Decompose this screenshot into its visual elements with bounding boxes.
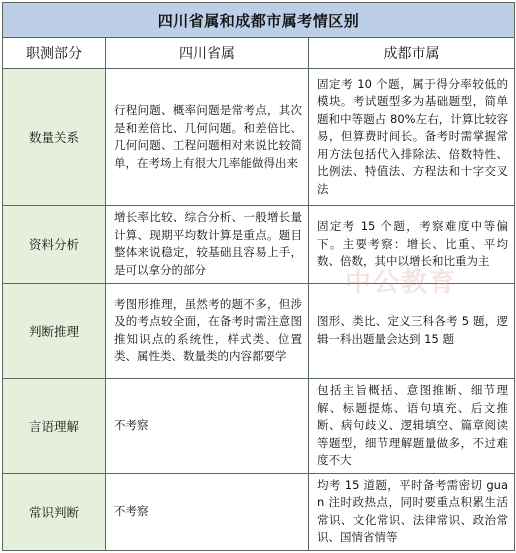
table-row [3, 473, 515, 550]
row-chengdu-text: 图形、类比、定义三科各考 5 题，逻辑一科出题量会达到 15 题 [309, 283, 515, 378]
row-sichuan-text: 不考察 [106, 378, 309, 473]
table-row [3, 283, 515, 378]
table-row [3, 69, 515, 206]
row-category: 判断推理 [3, 283, 106, 378]
column-header-chengdu: 成都市属 [309, 38, 515, 69]
table-row [3, 206, 515, 283]
table-row [3, 378, 515, 473]
row-chengdu-text: 均考 15 道题，平时备考需密切 guan 注时政热点，同时要重点积累生活常识、文化常识、法律常识、政治常识、国情省情等 [309, 473, 515, 550]
row-category: 数量关系 [3, 69, 106, 206]
row-sichuan-text: 不考察 [106, 473, 309, 550]
row-sichuan-text: 行程问题、概率问题是常考点，其次是和差倍比、几何问题。和差倍比、几何问题、工程问题相对来说比较简单，在考场上有很大几率能做得出来 [106, 69, 309, 206]
row-sichuan-text: 考图形推理，虽然考的题不多，但涉及的考点较全面，在备考时需注意图推知识点的系统性，样式类、位置类、属性类、数量类的内容都要学 [106, 283, 309, 378]
table-title: 四川省属和成都市属考情区别 [3, 3, 515, 38]
row-chengdu-text: 包括主旨概括、意图推断、细节理解、标题提炼、语句填充、后文推断、病句歧义、逻辑填空、篇章阅读等题型，细节理解题量做多，不过难度不大 [309, 378, 515, 473]
comparison-table [2, 2, 515, 551]
header-row [3, 38, 515, 69]
row-category: 常识判断 [3, 473, 106, 550]
column-header-sichuan: 四川省属 [106, 38, 309, 69]
watermark-text: 中公教育 [345, 268, 458, 298]
row-sichuan-text: 增长率比较、综合分析、一般增长量计算、现期平均数计算是重点。题目整体来说稳定，较基础且容易上手，是可以拿分的部分 [106, 206, 309, 283]
column-header-section: 职测部分 [3, 38, 106, 69]
title-row [3, 3, 515, 38]
row-category: 言语理解 [3, 378, 106, 473]
row-chengdu-text: 固定考 10 个题，属于得分率较低的模块。考试题型多为基础题型，简单题和中等题占 80%左右，计算比较容易，但算费时间长。备考时需掌握常用方法包括代入排除法、倍数特性、比例法、特值法、方程法和十字交叉法 [309, 69, 515, 206]
row-category: 资料分析 [3, 206, 106, 283]
row-chengdu-text: 固定考 15 个题，考察难度中等偏下。主要考察：增长、比重、平均数、倍数，其中以增长和比重为主 [309, 206, 515, 283]
